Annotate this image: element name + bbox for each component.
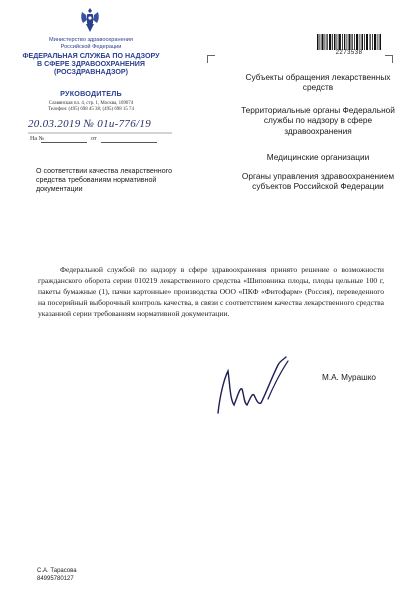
letter-subject: О соответствии качества лекарственного средства требованиям нормативной документации	[36, 167, 173, 194]
head-title: РУКОВОДИТЕЛЬ	[60, 89, 122, 98]
barcode-icon	[317, 34, 381, 50]
recipient-1: Субъекты обращения лекарственных средств	[245, 72, 391, 93]
handwritten-date-number: 20.03.2019 № 01и-776/19	[28, 118, 151, 130]
ministry-name: Министерство здравоохранения Российской Федерации	[49, 37, 133, 50]
executor-phone: 84995780127	[37, 575, 74, 582]
address-corner-right	[385, 55, 393, 63]
recipient-2: Территориальные органы Федеральной службы по надзору в сфере здравоохранения	[241, 105, 395, 136]
coat-of-arms-icon	[78, 6, 102, 34]
agency-name: ФЕДЕРАЛЬНАЯ СЛУЖБА ПО НАДЗОРУ В СФЕРЕ ЗДРАВООХРАНЕНИЯ (РОСЗДРАВНАДЗОР)	[22, 52, 160, 77]
recipient-3: Медицинские организации	[266, 152, 370, 162]
executor-name: С.А. Тарасова	[37, 568, 77, 574]
reference-date-line	[101, 142, 157, 143]
address-corner-left	[207, 55, 215, 63]
recipient-4: Органы управления здравоохранением субъектов Российской Федерации	[241, 171, 395, 192]
reference-number-label: На №	[30, 136, 45, 142]
signature	[214, 355, 298, 417]
reference-number-line	[41, 142, 87, 143]
letter-body: Федеральной службой по надзору в сфере здравоохранения принято решение о возможности гражданского оборота серии 010219 лекарственного средства «Шиповника плоды, плоды цельные 100 г, пакеты бумажные (1), пачки картонные» производства ООО «ПКФ «Фитофарм» (Россия), переведенного на посерийный выборочный контроль качества, в связи с соответствием качества лекарственного средства указанной серии требованиям нормативной документации.	[38, 265, 384, 318]
agency-address: Славянская пл. 4, стр. 1, Москва, 109074 Телефон: (495) 698 45 38; (495) 698 15 74	[48, 101, 134, 113]
barcode-number: 2273538	[335, 50, 363, 56]
signer-name: М.А. Мурашко	[322, 373, 376, 382]
executor-info	[37, 568, 77, 583]
reference-date-label: от	[91, 136, 97, 142]
